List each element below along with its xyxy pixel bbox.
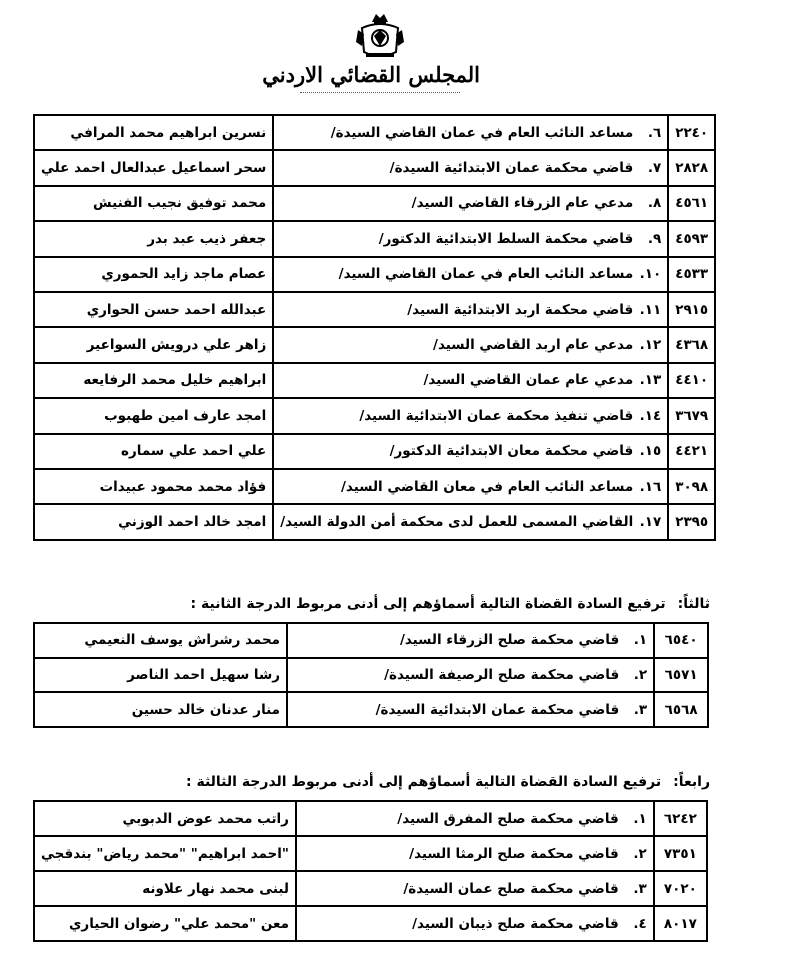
judge-position-cell <box>273 398 668 433</box>
judge-position-cell <box>287 692 654 727</box>
position-text: قاضي تنفيذ محكمة عمان الابتدائية السيد/ <box>359 407 634 424</box>
judges-table-third-body <box>34 623 708 727</box>
position-text: قاضي محكمة صلح المفرق السيد/ <box>397 810 619 827</box>
council-name: المجلس القضائي الاردني <box>262 62 480 87</box>
judge-position-cell <box>273 363 668 398</box>
judge-name-cell: معن "محمد علي" رضوان الحياري <box>34 906 296 941</box>
position-text: قاضي محكمة عمان الابتدائية السيدة/ <box>389 160 634 177</box>
judge-number-cell: ٤٤١٠ <box>668 363 715 398</box>
position-text: مساعد النائب العام في عمان القاضي السيد/ <box>338 266 634 283</box>
judge-name-cell: امجد عارف امين طهبوب <box>34 398 273 433</box>
row-index: ١١. <box>639 301 662 318</box>
judge-number-cell: ٤٥٩٣ <box>668 221 715 256</box>
judge-name-cell: ابراهيم خليل محمد الرفايعه <box>34 363 273 398</box>
judge-position-cell <box>273 150 668 185</box>
judge-position-cell <box>273 186 668 221</box>
judge-number-cell: ٣٦٧٩ <box>668 398 715 433</box>
judge-name-cell: علي احمد علي سماره <box>34 434 273 469</box>
judge-name-cell: سحر اسماعيل عبدالعال احمد علي <box>34 150 273 185</box>
table-row <box>34 836 707 871</box>
judge-position-cell <box>273 434 668 469</box>
row-index: ١٣. <box>639 372 662 389</box>
table-row <box>34 658 708 693</box>
judge-name-cell: نسرين ابراهيم محمد المرافي <box>34 115 273 150</box>
table-row <box>34 504 715 539</box>
position-text: قاضي محكمة صلح الزرقاء السيد/ <box>399 632 620 649</box>
position-text: قاضي محكمة معان الابتدائية الدكتور/ <box>389 443 634 460</box>
position-text: قاضي محكمة اربد الابتدائية السيد/ <box>407 301 634 318</box>
row-index: ٨. <box>647 195 662 212</box>
table-row <box>34 469 715 504</box>
judge-name-cell: محمد توفيق نجيب الفنيش <box>34 186 273 221</box>
row-index: ٦. <box>647 124 662 141</box>
judge-position-cell <box>273 327 668 362</box>
table-row <box>34 871 707 906</box>
table-row <box>34 186 715 221</box>
judge-number-cell: ٢٣٩٥ <box>668 504 715 539</box>
judges-table-main-body <box>34 115 715 540</box>
position-text: قاضي محكمة السلط الابتدائية الدكتور/ <box>378 230 634 247</box>
table-row <box>34 150 715 185</box>
table-row <box>34 623 708 658</box>
judge-position-cell <box>273 292 668 327</box>
judge-number-cell: ٤٣٦٨ <box>668 327 715 362</box>
position-text: قاضي محكمة صلح ذيبان السيد/ <box>412 915 619 932</box>
position-text: قاضي محكمة صلح عمان السيدة/ <box>403 880 619 897</box>
table-row <box>34 292 715 327</box>
table-row <box>34 398 715 433</box>
table-row <box>34 906 707 941</box>
judge-name-cell: فؤاد محمد محمود عبيدات <box>34 469 273 504</box>
section-fourth-heading <box>60 774 710 790</box>
judge-number-cell: ٤٤٢١ <box>668 434 715 469</box>
row-index: ٣. <box>633 701 648 718</box>
judge-name-cell: رشا سهيل احمد الناصر <box>34 658 287 693</box>
judge-name-cell: منار عدنان خالد حسين <box>34 692 287 727</box>
judge-position-cell <box>273 115 668 150</box>
judge-position-cell <box>287 658 654 693</box>
row-index: ٢. <box>633 845 647 862</box>
position-text: مدعي عام عمان القاضي السيد/ <box>423 372 634 389</box>
judge-name-cell: امجد خالد احمد الوزني <box>34 504 273 539</box>
judge-number-cell: ٤٥٦١ <box>668 186 715 221</box>
judge-number-cell: ٦٥٤٠ <box>654 623 708 658</box>
judge-number-cell: ٨٠١٧ <box>654 906 707 941</box>
judge-position-cell <box>296 871 654 906</box>
position-text: مساعد النائب العام في عمان القاضي السيدة/ <box>330 124 634 141</box>
position-text: مدعي عام اربد القاضي السيد/ <box>433 337 634 354</box>
table-row <box>34 692 708 727</box>
row-index: ٧. <box>647 160 662 177</box>
table-row <box>34 221 715 256</box>
judge-position-cell <box>273 469 668 504</box>
judges-table-third <box>33 622 709 728</box>
row-index: ١٠. <box>639 266 662 283</box>
judge-position-cell <box>296 836 654 871</box>
judge-name-cell: "احمد ابراهيم" "محمد رياض" بندقجي <box>34 836 296 871</box>
row-index: ٩. <box>647 230 662 247</box>
judge-number-cell: ٧٣٥١ <box>654 836 707 871</box>
table-row <box>34 327 715 362</box>
document-header <box>0 0 801 112</box>
row-index: ١. <box>633 810 647 827</box>
row-index: ١٤. <box>639 407 662 424</box>
judge-number-cell: ٣٠٩٨ <box>668 469 715 504</box>
judge-position-cell <box>296 906 654 941</box>
position-text: مساعد النائب العام في معان القاضي السيد/ <box>340 478 634 495</box>
judge-position-cell <box>273 221 668 256</box>
row-index: ٤. <box>633 915 647 932</box>
judge-number-cell: ٧٠٢٠ <box>654 871 707 906</box>
judge-number-cell: ٢٢٤٠ <box>668 115 715 150</box>
judge-name-cell: عبدالله احمد حسن الحواري <box>34 292 273 327</box>
table-row <box>34 363 715 398</box>
position-text: قاضي محكمة عمان الابتدائية السيدة/ <box>375 701 620 718</box>
judges-table-fourth <box>33 800 708 942</box>
council-name-underline <box>300 92 460 93</box>
judge-number-cell: ٦٥٦٨ <box>654 692 708 727</box>
row-index: ١٥. <box>639 443 662 460</box>
table-row <box>34 115 715 150</box>
judge-number-cell: ٢٩١٥ <box>668 292 715 327</box>
table-row <box>34 434 715 469</box>
row-index: ١. <box>633 632 648 649</box>
judge-number-cell: ٦٥٧١ <box>654 658 708 693</box>
judge-name-cell: عصام ماجد زايد الحموري <box>34 257 273 292</box>
row-index: ١٧. <box>639 513 662 530</box>
table-row <box>34 257 715 292</box>
table-row <box>34 801 707 836</box>
row-index: ١٢. <box>639 337 662 354</box>
judges-table-fourth-body <box>34 801 707 941</box>
section-third-text: ترفيع السادة القضاة التالية أسماؤهم إلى أدنى مربوط الدرجة الثانية : <box>190 596 666 612</box>
judge-position-cell <box>273 257 668 292</box>
judge-number-cell: ٤٥٣٣ <box>668 257 715 292</box>
section-fourth-text: ترفيع السادة القضاة التالية أسماؤهم إلى أدنى مربوط الدرجة الثالثة : <box>185 774 662 790</box>
position-text: قاضي محكمة صلح الرمثا السيد/ <box>409 845 619 862</box>
judge-name-cell: زاهر علي درويش السواعير <box>34 327 273 362</box>
judge-name-cell: لبنى محمد نهار علاونه <box>34 871 296 906</box>
section-third-heading <box>60 596 710 612</box>
section-fourth-lead: رابعاً: <box>673 774 710 790</box>
judge-name-cell: جعفر ذيب عبد بدر <box>34 221 273 256</box>
judge-position-cell <box>273 504 668 539</box>
judge-number-cell: ٦٢٤٢ <box>654 801 707 836</box>
row-index: ١٦. <box>639 478 662 495</box>
position-text: قاضي محكمة صلح الرصيفة السيدة/ <box>384 667 620 684</box>
judge-number-cell: ٢٨٢٨ <box>668 150 715 185</box>
judge-position-cell <box>287 623 654 658</box>
section-third-lead: ثالثاً: <box>677 596 710 612</box>
judges-table-main <box>33 114 716 541</box>
position-text: مدعي عام الزرقاء القاضي السيد/ <box>411 195 634 212</box>
row-index: ٢. <box>633 667 648 684</box>
judge-name-cell: راتب محمد عوض الدبوبي <box>34 801 296 836</box>
position-text: القاضي المسمى للعمل لدى محكمة أمن الدولة السيد/ <box>280 513 634 530</box>
judge-name-cell: محمد رشراش يوسف النعيمي <box>34 623 287 658</box>
judge-position-cell <box>296 801 654 836</box>
row-index: ٣. <box>633 880 647 897</box>
royal-crest-icon <box>352 6 408 62</box>
